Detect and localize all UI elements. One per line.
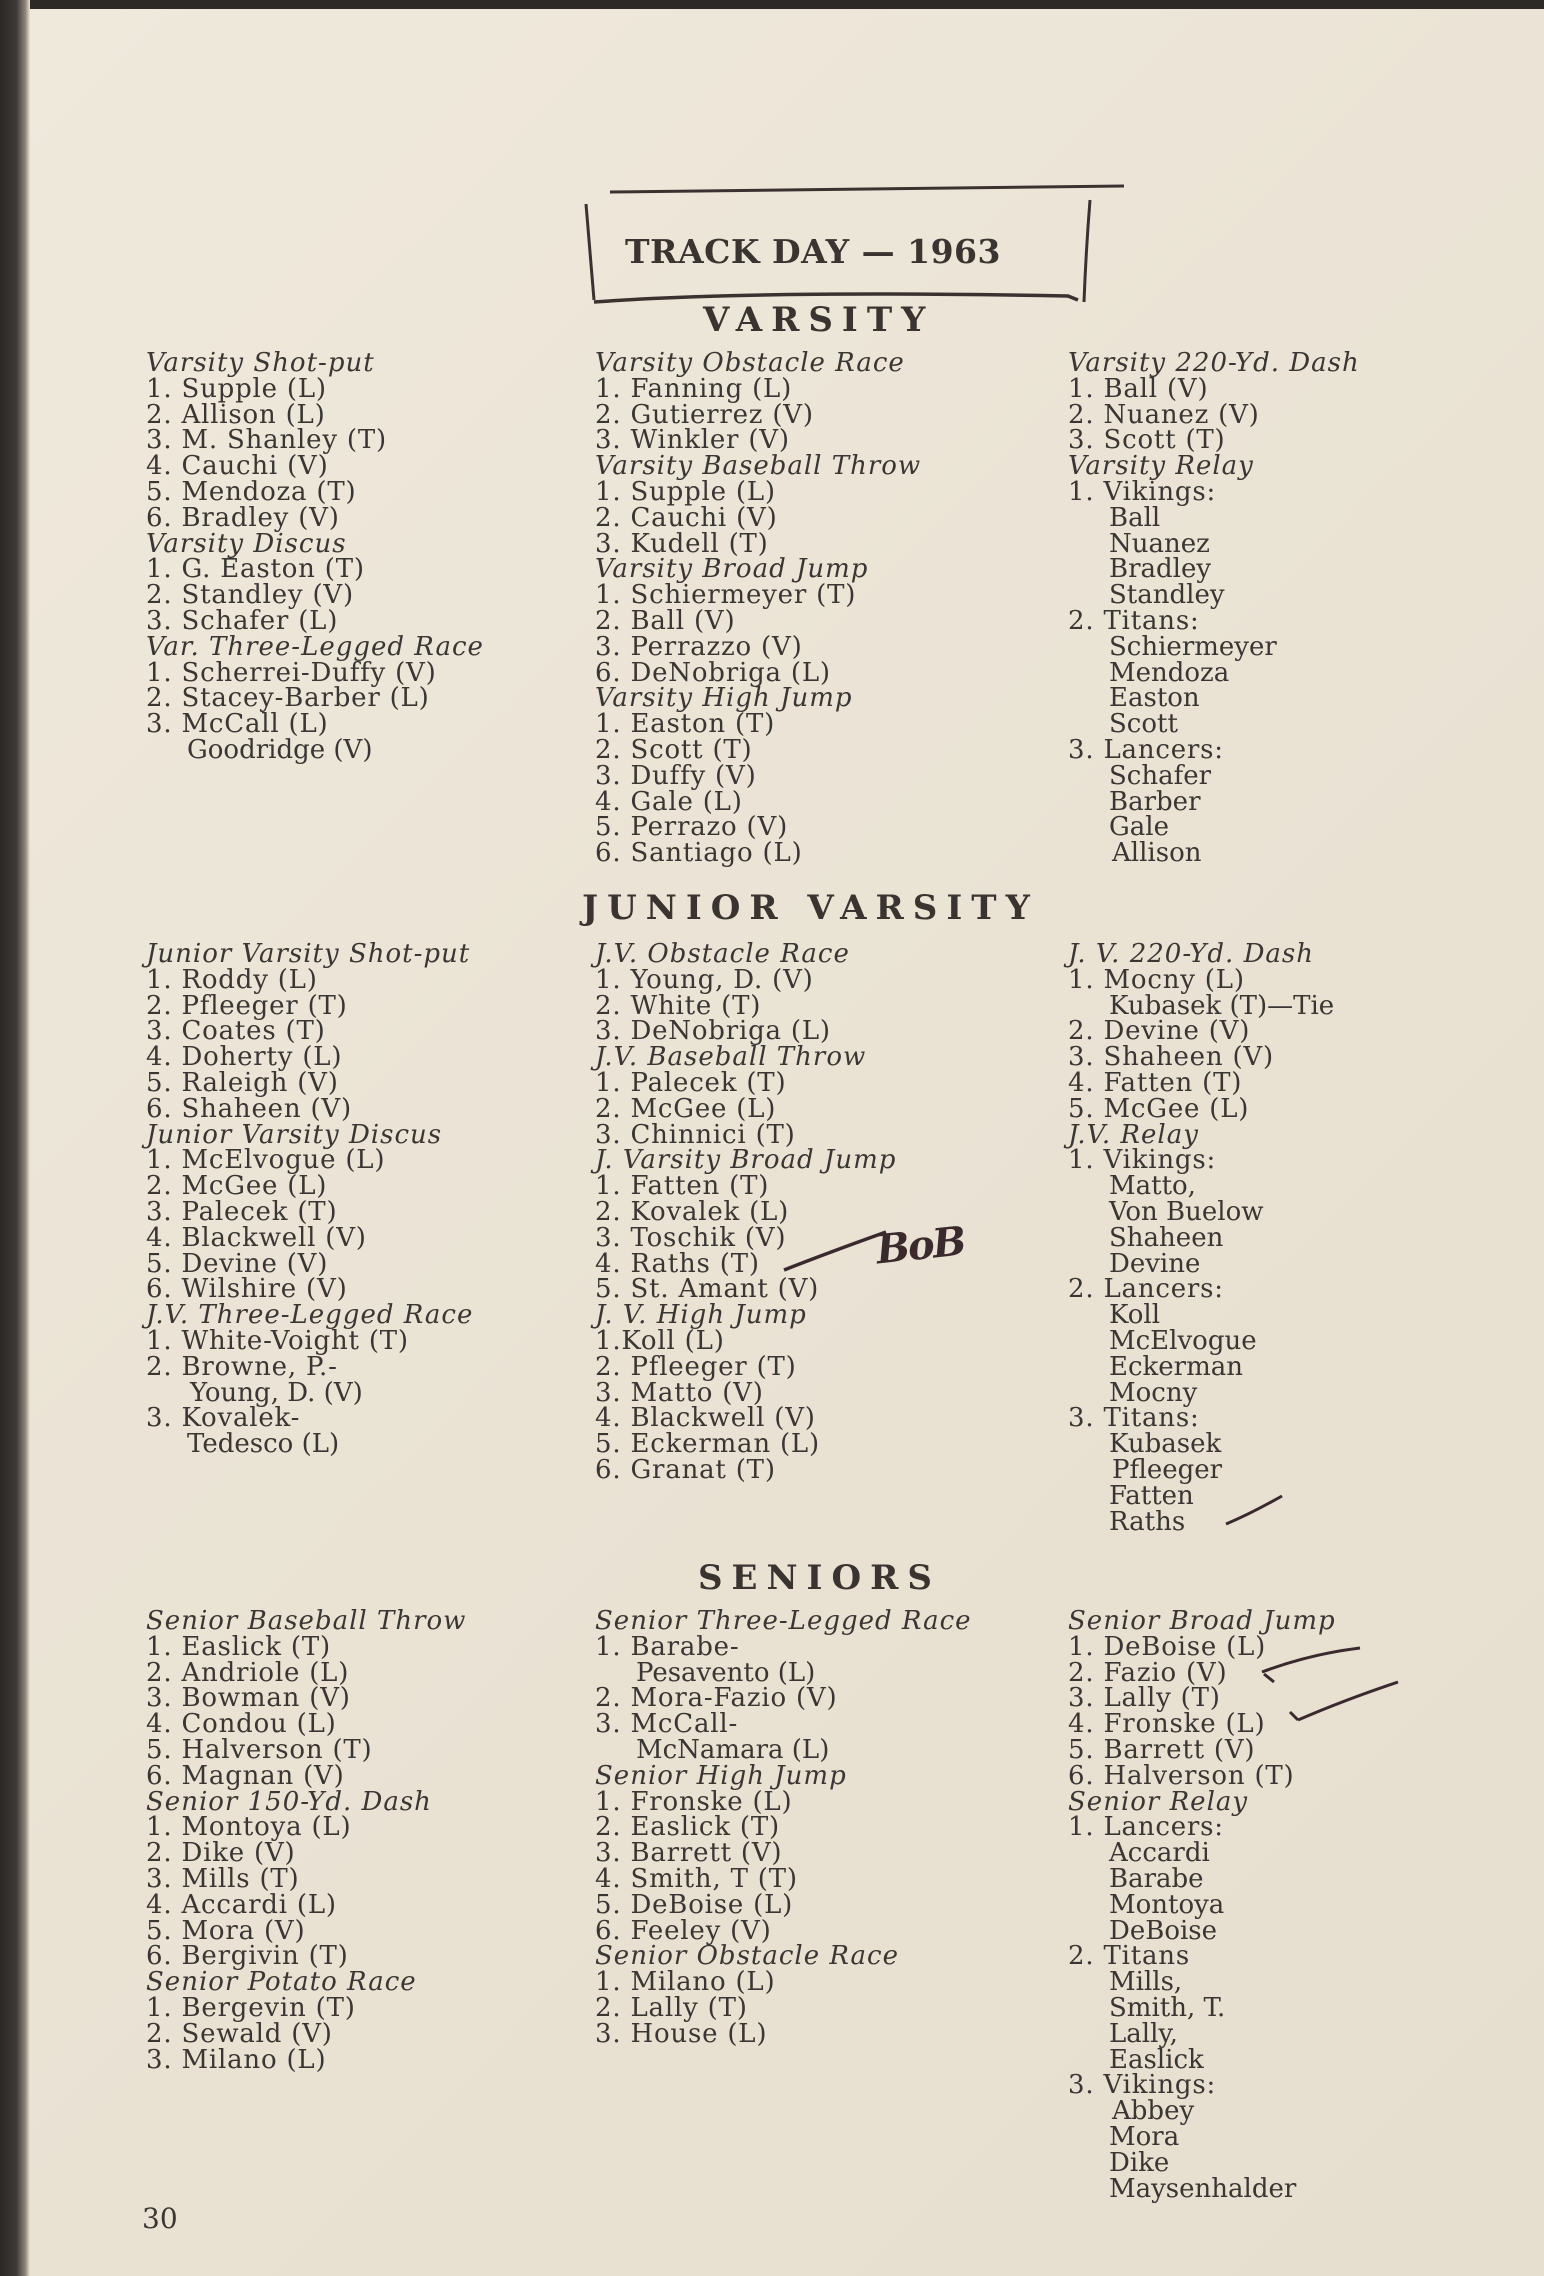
result-entry: 1. Barabe- bbox=[595, 1631, 740, 1662]
result-entry: 1. Fronske (L) bbox=[595, 1786, 793, 1817]
result-entry: 3. House (L) bbox=[595, 2018, 768, 2049]
event-heading: Senior Baseball Throw bbox=[146, 1606, 467, 1636]
result-entry: 2. Stacey-Barber (L) bbox=[146, 683, 430, 714]
result-entry: 5. Barrett (V) bbox=[1068, 1734, 1256, 1765]
result-entry: Pesavento (L) bbox=[636, 1657, 816, 1688]
result-entry: 2. White (T) bbox=[595, 990, 762, 1021]
result-entry: 3. Matto (V) bbox=[595, 1377, 764, 1408]
result-entry: Barabe bbox=[1109, 1863, 1204, 1894]
result-entry: 6. Bradley (V) bbox=[146, 502, 340, 533]
result-entry: 3. Titans: bbox=[1068, 1403, 1200, 1434]
result-entry: 1. G. Easton (T) bbox=[146, 554, 365, 585]
result-entry: Schiermeyer bbox=[1109, 631, 1277, 662]
result-entry: 2. Mora-Fazio (V) bbox=[595, 1683, 838, 1714]
result-entry: 4. Smith, T (T) bbox=[595, 1863, 798, 1894]
result-entry: 3. Lally (T) bbox=[1068, 1683, 1221, 1714]
result-entry: 1. Ball (V) bbox=[1068, 373, 1209, 404]
event-heading: Senior Relay bbox=[1068, 1786, 1249, 1817]
result-entry: 3. M. Shanley (T) bbox=[146, 425, 387, 456]
result-entry: Gale bbox=[1109, 812, 1169, 843]
result-entry: 5. Devine (V) bbox=[146, 1248, 329, 1279]
result-entry: Pfleeger bbox=[1112, 1454, 1223, 1485]
result-entry: McNamara (L) bbox=[636, 1734, 830, 1765]
result-entry: 2. Cauchi (V) bbox=[595, 502, 778, 533]
result-entry: Standley bbox=[1109, 580, 1225, 611]
event-heading: Junior Varsity Shot-put bbox=[146, 939, 471, 969]
result-entry: 2. Titans: bbox=[1068, 605, 1200, 636]
result-entry: Matto, bbox=[1109, 1171, 1196, 1202]
result-entry: 6. Santiago (L) bbox=[595, 838, 803, 869]
result-entry: 1. Young, D. (V) bbox=[595, 964, 814, 995]
result-entry: 4. Blackwell (V) bbox=[146, 1222, 367, 1253]
result-entry: 3. Kovalek- bbox=[146, 1403, 301, 1434]
result-entry: 3. Schafer (L) bbox=[146, 605, 339, 636]
varsity-column-3 bbox=[1068, 348, 1360, 869]
seniors-column-2 bbox=[595, 1606, 972, 2049]
result-entry: 1. Milano (L) bbox=[595, 1967, 776, 1998]
result-entry: 1. Schiermeyer (T) bbox=[595, 580, 857, 611]
result-entry: 2. Browne, P.- bbox=[146, 1351, 338, 1382]
jv-column-3 bbox=[1068, 939, 1335, 1537]
result-entry: 3. Mills (T) bbox=[146, 1863, 300, 1894]
result-entry: Devine bbox=[1109, 1248, 1201, 1279]
result-entry: 5. Mora (V) bbox=[146, 1915, 306, 1946]
event-heading: Varsity Baseball Throw bbox=[595, 451, 922, 482]
result-entry: 2. Gutierrez (V) bbox=[595, 399, 814, 430]
result-entry: 2. Nuanez (V) bbox=[1068, 399, 1260, 430]
result-entry: 3. Lancers: bbox=[1068, 734, 1224, 765]
event-heading: J. V. 220-Yd. Dash bbox=[1068, 939, 1315, 969]
result-entry: Accardi bbox=[1109, 1838, 1210, 1869]
result-entry: Dike bbox=[1109, 2147, 1170, 2178]
result-entry: 1. Fanning (L) bbox=[595, 373, 793, 404]
event-heading: Senior Potato Race bbox=[146, 1967, 417, 1998]
result-entry: Montoya bbox=[1109, 1889, 1225, 1920]
result-entry: Smith, T. bbox=[1109, 1992, 1226, 2023]
result-entry: Maysenhalder bbox=[1109, 2173, 1297, 2204]
result-entry: Abbey bbox=[1112, 2096, 1195, 2127]
result-entry: 2. Lally (T) bbox=[595, 1992, 748, 2023]
result-entry: 1. Vikings: bbox=[1068, 476, 1217, 507]
result-entry: 3. Milano (L) bbox=[146, 2044, 327, 2075]
result-entry: 4. Condou (L) bbox=[146, 1709, 337, 1740]
result-entry: 2. Fazio (V) bbox=[1068, 1657, 1228, 1688]
seniors-column-3 bbox=[1068, 1606, 1336, 2204]
result-entry: 2. Titans bbox=[1068, 1941, 1190, 1972]
varsity-column-2 bbox=[595, 348, 922, 869]
result-entry: 2. Scott (T) bbox=[595, 734, 753, 765]
result-entry: 5. St. Amant (V) bbox=[595, 1274, 820, 1305]
section-heading-varsity: VARSITY bbox=[703, 300, 935, 340]
result-entry: 4. Doherty (L) bbox=[146, 1042, 343, 1073]
result-entry: 4. Raths (T) bbox=[595, 1248, 760, 1279]
seniors-column-1 bbox=[146, 1606, 467, 2075]
result-entry: 6. Granat (T) bbox=[595, 1454, 776, 1485]
result-entry: Nuanez bbox=[1109, 528, 1210, 559]
page-title: TRACK DAY — 1963 bbox=[625, 232, 1001, 271]
result-entry: Barber bbox=[1109, 786, 1201, 817]
result-entry: 3. Duffy (V) bbox=[595, 760, 757, 791]
event-heading: Senior Obstacle Race bbox=[595, 1941, 900, 1972]
result-entry: 1. Roddy (L) bbox=[146, 964, 318, 995]
event-heading: Varsity Relay bbox=[1068, 451, 1254, 482]
event-heading: Varsity Obstacle Race bbox=[595, 348, 905, 378]
result-entry: 1.Koll (L) bbox=[595, 1325, 725, 1356]
result-entry: 1. Fatten (T) bbox=[595, 1171, 770, 1202]
jv-column-2 bbox=[595, 939, 897, 1485]
result-entry: 6. Magnan (V) bbox=[146, 1760, 345, 1791]
result-entry: 1. Scherrei-Duffy (V) bbox=[146, 657, 437, 688]
jv-column-1 bbox=[146, 939, 474, 1460]
varsity-column-1 bbox=[146, 348, 484, 765]
event-heading: Varsity Shot-put bbox=[146, 348, 375, 378]
result-entry: Mills, bbox=[1109, 1967, 1183, 1998]
result-entry: 3. Palecek (T) bbox=[146, 1196, 338, 1227]
result-entry: 1. Easton (T) bbox=[595, 709, 776, 740]
section-heading-junior-varsity: JUNIOR VARSITY bbox=[582, 888, 1039, 928]
result-entry: Shaheen bbox=[1109, 1222, 1224, 1253]
result-entry: 1. Bergevin (T) bbox=[146, 1992, 356, 2023]
section-heading-seniors: SENIORS bbox=[698, 1558, 941, 1598]
result-entry: Easton bbox=[1109, 683, 1200, 714]
result-entry: Scott bbox=[1109, 709, 1178, 740]
result-entry: Kubasek (T)—Tie bbox=[1109, 990, 1335, 1021]
result-entry: 3. Coates (T) bbox=[146, 1016, 326, 1047]
event-heading: Varsity 220-Yd. Dash bbox=[1068, 348, 1360, 378]
result-entry: 5. Perrazo (V) bbox=[595, 812, 789, 843]
result-entry: 2. McGee (L) bbox=[146, 1171, 328, 1202]
event-heading: J.V. Obstacle Race bbox=[595, 939, 850, 969]
result-entry: 1. DeBoise (L) bbox=[1068, 1631, 1267, 1662]
result-entry: Von Buelow bbox=[1109, 1196, 1264, 1227]
result-entry: 2. Dike (V) bbox=[146, 1838, 296, 1869]
result-entry: 2. Easlick (T) bbox=[595, 1812, 780, 1843]
event-heading: Senior Three-Legged Race bbox=[595, 1606, 972, 1636]
result-entry: 5. Raleigh (V) bbox=[146, 1067, 339, 1098]
event-heading: Varsity Broad Jump bbox=[595, 554, 869, 585]
event-heading: J. Varsity Broad Jump bbox=[595, 1145, 897, 1176]
result-entry: Mendoza bbox=[1109, 657, 1230, 688]
result-entry: 1. Mocny (L) bbox=[1068, 964, 1245, 995]
event-heading: J.V. Three-Legged Race bbox=[146, 1300, 474, 1331]
result-entry: 1. White-Voight (T) bbox=[146, 1325, 409, 1356]
result-entry: Young, D. (V) bbox=[190, 1377, 363, 1408]
result-entry: 4. Fatten (T) bbox=[1068, 1067, 1243, 1098]
result-entry: Bradley bbox=[1109, 554, 1212, 585]
result-entry: 3. Perrazzo (V) bbox=[595, 631, 803, 662]
result-entry: McElvogue bbox=[1109, 1325, 1257, 1356]
result-entry: 5. Halverson (T) bbox=[146, 1734, 373, 1765]
result-entry: 1. Lancers: bbox=[1068, 1812, 1224, 1843]
event-heading: Senior 150-Yd. Dash bbox=[146, 1786, 432, 1817]
result-entry: 2. Kovalek (L) bbox=[595, 1196, 790, 1227]
event-heading: Senior Broad Jump bbox=[1068, 1606, 1336, 1636]
result-entry: 3. Barrett (V) bbox=[595, 1838, 783, 1869]
result-entry: 2. Sewald (V) bbox=[146, 2018, 333, 2049]
result-entry: 1. Supple (L) bbox=[146, 373, 327, 404]
result-entry: 6. Shaheen (V) bbox=[146, 1093, 352, 1124]
result-entry: 2. McGee (L) bbox=[595, 1093, 777, 1124]
result-entry: 3. Scott (T) bbox=[1068, 425, 1226, 456]
result-entry: 6. Feeley (V) bbox=[595, 1915, 772, 1946]
result-entry: 2. Devine (V) bbox=[1068, 1016, 1251, 1047]
result-entry: 5. McGee (L) bbox=[1068, 1093, 1250, 1124]
result-entry: 3. Toschik (V) bbox=[595, 1222, 787, 1253]
result-entry: DeBoise bbox=[1109, 1915, 1218, 1946]
result-entry: 3. Winkler (V) bbox=[595, 425, 790, 456]
result-entry: Kubasek bbox=[1109, 1429, 1222, 1460]
result-entry: 2. Pfleeger (T) bbox=[146, 990, 348, 1021]
event-heading: J. V. High Jump bbox=[595, 1300, 807, 1331]
result-entry: 4. Blackwell (V) bbox=[595, 1403, 816, 1434]
result-entry: Ball bbox=[1109, 502, 1161, 533]
result-entry: 3. DeNobriga (L) bbox=[595, 1016, 831, 1047]
result-entry: 4. Gale (L) bbox=[595, 786, 743, 817]
result-entry: 1. Palecek (T) bbox=[595, 1067, 787, 1098]
event-heading: Varsity High Jump bbox=[595, 683, 853, 714]
result-entry: 1. Supple (L) bbox=[595, 476, 776, 507]
event-heading: J.V. Baseball Throw bbox=[595, 1042, 867, 1073]
result-entry: 6. Bergivin (T) bbox=[146, 1941, 349, 1972]
result-entry: Easlick bbox=[1109, 2044, 1204, 2075]
result-entry: Lally, bbox=[1109, 2018, 1178, 2049]
result-entry: Koll bbox=[1109, 1300, 1161, 1331]
result-entry: 2. Allison (L) bbox=[146, 399, 326, 430]
result-entry: 2. Ball (V) bbox=[595, 605, 736, 636]
result-entry: 1. Vikings: bbox=[1068, 1145, 1217, 1176]
event-heading: Junior Varsity Discus bbox=[146, 1119, 443, 1150]
result-entry: 3. Shaheen (V) bbox=[1068, 1042, 1274, 1073]
result-entry: 3. McCall- bbox=[595, 1709, 739, 1740]
result-entry: Goodridge (V) bbox=[187, 734, 373, 765]
result-entry: Fatten bbox=[1109, 1480, 1194, 1511]
result-entry: Raths bbox=[1109, 1506, 1186, 1537]
result-entry: Tedesco (L) bbox=[187, 1429, 340, 1460]
result-entry: Mocny bbox=[1109, 1377, 1198, 1408]
result-entry: 4. Accardi (L) bbox=[146, 1889, 337, 1920]
result-entry: 5. DeBoise (L) bbox=[595, 1889, 794, 1920]
result-entry: 2. Lancers: bbox=[1068, 1274, 1224, 1305]
result-entry: 4. Cauchi (V) bbox=[146, 451, 329, 482]
result-entry: 2. Standley (V) bbox=[146, 580, 354, 611]
result-entry: 3. McCall (L) bbox=[146, 709, 329, 740]
event-heading: Var. Three-Legged Race bbox=[146, 631, 484, 662]
event-heading: J.V. Relay bbox=[1068, 1119, 1199, 1150]
result-entry: 1. Montoya (L) bbox=[146, 1812, 352, 1843]
result-entry: 2. Andriole (L) bbox=[146, 1657, 350, 1688]
result-entry: Mora bbox=[1109, 2121, 1180, 2152]
event-heading: Varsity Discus bbox=[146, 528, 347, 559]
event-heading: Senior High Jump bbox=[595, 1760, 847, 1791]
handwritten-note: BoB bbox=[873, 1217, 967, 1274]
result-entry: 5. Eckerman (L) bbox=[595, 1429, 820, 1460]
book-binding bbox=[0, 0, 30, 2276]
result-entry: 3. Vikings: bbox=[1068, 2070, 1217, 2101]
result-entry: 1. Easlick (T) bbox=[146, 1631, 331, 1662]
page-number: 30 bbox=[142, 2202, 178, 2235]
result-entry: Allison bbox=[1112, 838, 1202, 869]
result-entry: 2. Pfleeger (T) bbox=[595, 1351, 797, 1382]
result-entry: Schafer bbox=[1109, 760, 1212, 791]
result-entry: 4. Fronske (L) bbox=[1068, 1709, 1266, 1740]
result-entry: 3. Kudell (T) bbox=[595, 528, 769, 559]
result-entry: 6. Wilshire (V) bbox=[146, 1274, 348, 1305]
result-entry: 6. DeNobriga (L) bbox=[595, 657, 831, 688]
result-entry: 3. Bowman (V) bbox=[146, 1683, 351, 1714]
result-entry: 5. Mendoza (T) bbox=[146, 476, 357, 507]
result-entry: 6. Halverson (T) bbox=[1068, 1760, 1295, 1791]
result-entry: Eckerman bbox=[1109, 1351, 1244, 1382]
result-entry: 3. Chinnici (T) bbox=[595, 1119, 796, 1150]
result-entry: 1. McElvogue (L) bbox=[146, 1145, 386, 1176]
page-top-edge bbox=[0, 0, 1544, 9]
